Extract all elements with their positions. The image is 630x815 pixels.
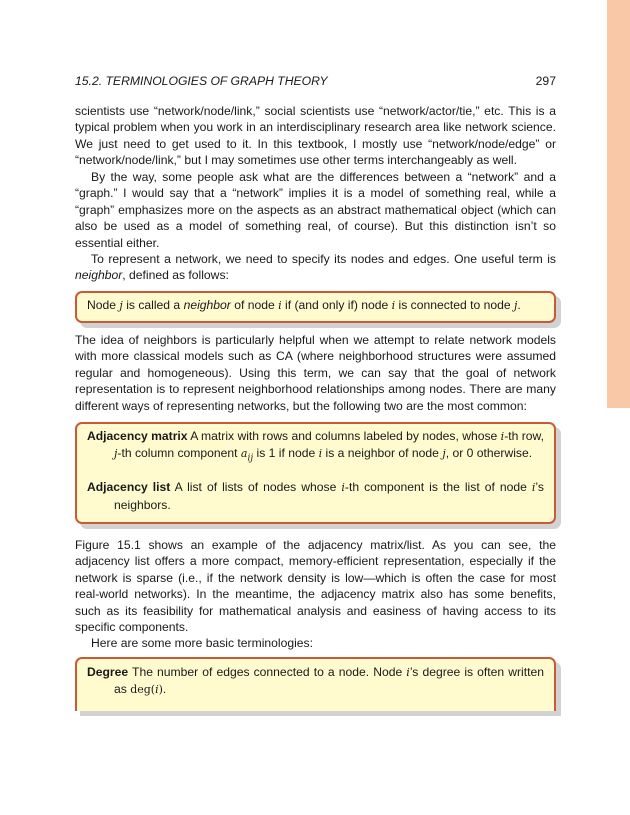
neighbor-definition: Node j is called a neighbor of node i if (and only if) node i is connected to node j. [87, 298, 521, 312]
paragraph-1: scientists use “network/node/link,” social scientists use “network/actor/tie,” etc. This is a typical problem when you work in an interdisciplinary research area like network science. We just need to get used to it. In this textbook, I mostly use “network/node/edge” or “network/node/link,” but I may sometimes use other terms interchangeably as well. [75, 104, 556, 168]
section-title: 15.2. TERMINOLOGIES OF GRAPH THEORY [75, 74, 328, 88]
page-number: 297 [535, 74, 556, 88]
running-header [75, 74, 556, 92]
side-thumb-tab [607, 0, 630, 408]
adjacency-matrix-term: Adjacency matrix [87, 429, 188, 443]
degree-term: Degree [87, 665, 129, 679]
paragraph-3: To represent a network, we need to specify its nodes and edges. One useful term is neighbor, defined as follows: [75, 252, 556, 283]
degree-definition-box [75, 657, 556, 711]
adjacency-matrix-definition: Adjacency matrix A matrix with rows and columns labeled by nodes, whose i-th row, j-th column component $a_{ij}$ is 1 if node i is a neighbor of node j, or 0 otherwise. [87, 429, 545, 464]
paragraph-2: By the way, some people ask what are the differences between a “network” and a “graph.” I would say that a “network” implies it is a model of something real, while a “graph” emphasizes more on the aspects as an abstract mathematical object (which can also be used as a model of something real, of course). But this distinction isn’t so essential either. [75, 170, 556, 250]
adjacency-list-definition: Adjacency list A list of lists of nodes whose i-th component is the list of node i’s neighbors. [87, 480, 544, 512]
neighbor-term: neighbor [75, 268, 123, 283]
adjacency-definitions-box [75, 422, 556, 524]
degree-definition: Degree The number of edges connected to a node. Node i’s degree is often written as deg(i). [87, 665, 545, 697]
paragraph-5: Figure 15.1 shows an example of the adjacency matrix/list. As you can see, the adjacency list offers a more compact, memory-efficient representation, especially if the network is sparse (i.e., if the network density is low—which is often the case for most real-world networks). In the meantime, the adjacency matrix also has some benefits, such as its feasibility for mathematical analysis and easiness of having access to its specific components. [75, 538, 556, 635]
neighbor-definition-box [75, 291, 556, 323]
paragraph-4: The idea of neighbors is particularly helpful when we attempt to relate network models with more classical models such as CA (where neighborhood structures were assumed regular and homogeneous). Using this term, we can say that the goal of network representation is to represent neighborhood relationships among nodes. There are many different ways of representing networks, but the following two are the most common: [75, 333, 556, 413]
paragraph-6: Here are some more basic terminologies: [91, 636, 313, 650]
adjacency-list-term: Adjacency list [87, 480, 171, 495]
